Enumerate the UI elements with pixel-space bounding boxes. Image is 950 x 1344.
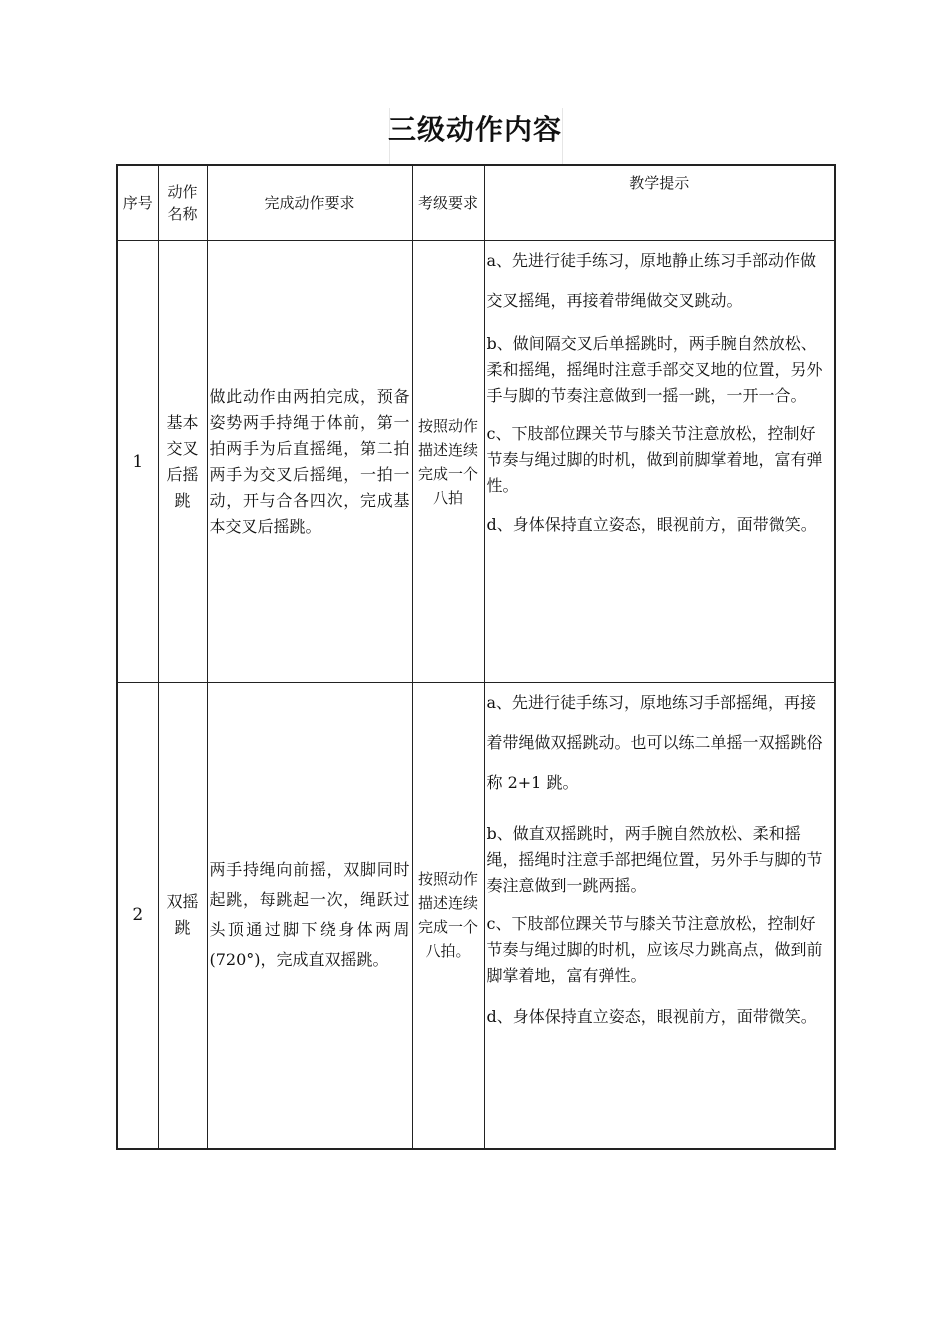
row-tips [484, 241, 835, 683]
action-table [116, 164, 836, 1150]
tip-a: a、先进行徒手练习，原地练习手部摇绳，再接着带绳做双摇跳动。也可以练二单摇一双摇跳俗称 2+1 跳。 [486, 693, 823, 792]
row-action-name: 基本 交叉 后摇 跳 [158, 241, 207, 683]
tip-a: a、先进行徒手练习，原地静止练习手部动作做交叉摇绳，再接着带绳做交叉跳动。 [486, 251, 817, 310]
row-action-name: 双摇 跳 [158, 683, 207, 1149]
row-tips [484, 683, 835, 1149]
header-tips: 教学提示 [484, 165, 835, 241]
row-grading: 按照动作 描述连续 完成一个 八拍。 [412, 683, 484, 1149]
row-index: 1 [117, 241, 158, 683]
row-index: 2 [117, 683, 158, 1149]
tip-c: c、下肢部位踝关节与膝关节注意放松，控制好节奏与绳过脚的时机，做到前脚掌着地，富有弹性。 [486, 424, 823, 495]
row-grading: 按照动作 描述连续 完成一个 八拍 [412, 241, 484, 683]
tip-b: b、做直双摇跳时，两手腕自然放松、柔和摇绳，摇绳时注意手部把绳位置，另外手与脚的节奏注意做到一跳两摇。 [486, 824, 823, 895]
tip-b: b、做间隔交叉后单摇跳时，两手腕自然放松、柔和摇绳，摇绳时注意手部交叉地的位置，另外手与脚的节奏注意做到一摇一跳，一开一合。 [486, 334, 823, 405]
header-grading: 考级要求 [412, 165, 484, 241]
header-index: 序号 [117, 165, 158, 241]
tip-d: d、身体保持直立姿态，眼视前方，面带微笑。 [486, 515, 817, 534]
header-requirement: 完成动作要求 [207, 165, 412, 241]
tip-c: c、下肢部位踝关节与膝关节注意放松，控制好节奏与绳过脚的时机，应该尽力跳高点，做到前脚掌着地，富有弹性。 [486, 914, 823, 985]
tip-d: d、身体保持直立姿态，眼视前方，面带微笑。 [486, 1007, 817, 1026]
header-name: 动作 名称 [158, 165, 207, 241]
table-row [117, 241, 835, 683]
row-requirement: 两手持绳向前摇，双脚同时起跳，每跳起一次，绳跃过头顶通过脚下绕身体两周(720°)，完成直双摇跳。 [207, 683, 412, 1149]
row-requirement: 做此动作由两拍完成，预备姿势两手持绳于体前，第一拍两手为后直摇绳，第二拍两手为交叉后摇绳，一拍一动，开与合各四次，完成基本交叉后摇跳。 [207, 241, 412, 683]
table-row [117, 683, 835, 1149]
header-row [117, 165, 835, 241]
page-title: 三级动作内容 [387, 113, 562, 146]
